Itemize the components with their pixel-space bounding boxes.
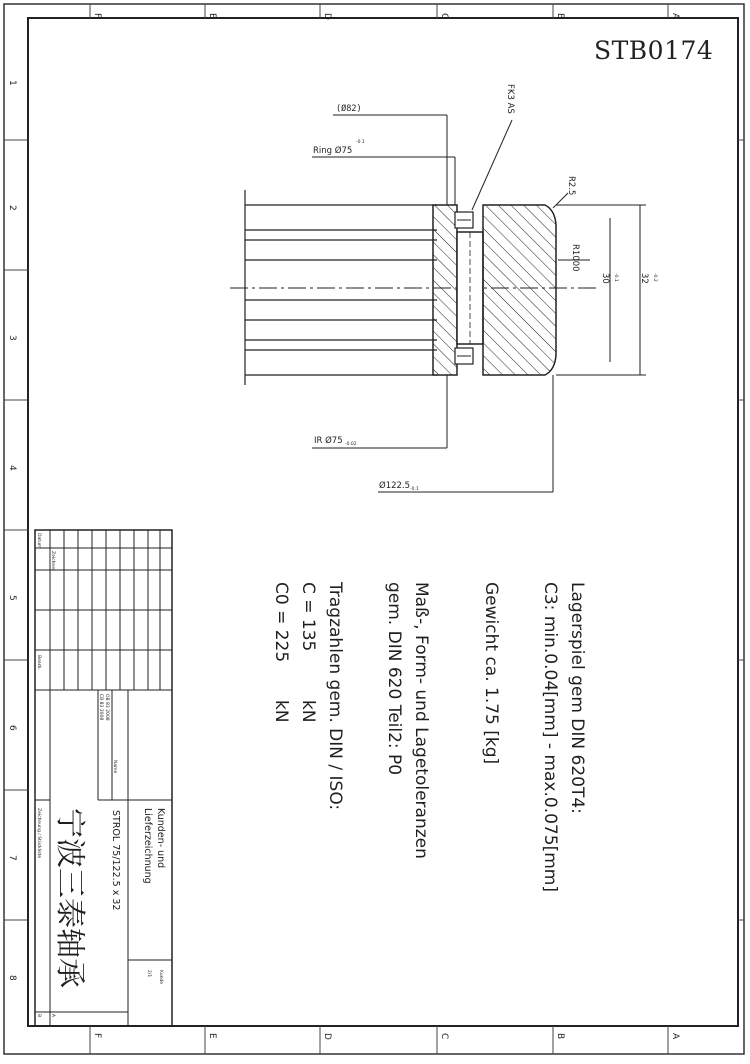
note-load-ratings: Tragzahlen gem. DIN / ISO: (325, 582, 345, 811)
zone-number-4: 4 (7, 465, 17, 471)
dim-crown-radius: R1000 (570, 244, 580, 272)
zone-number-7: 7 (7, 855, 17, 861)
zone-letter-f: F (92, 13, 102, 19)
dim-chamfer: FK3 AS (505, 84, 515, 114)
title-block (35, 530, 172, 1026)
tb-revision: A (50, 1014, 55, 1018)
note-weight: Gewicht ca. 1.75 [kg] (481, 582, 501, 765)
dim-width-32: 32 (639, 273, 649, 284)
note-static-load: C0 = 225 (271, 582, 291, 663)
zone-number-8: 8 (7, 975, 17, 981)
dim-ring-tol: -0.1 (356, 140, 365, 145)
zone-letter-a-bottom: A (670, 1033, 680, 1040)
zone-letter-f-bottom: F (92, 1033, 102, 1039)
tb-date-2: OB 83 2008 (104, 694, 109, 721)
zone-letter-d: D (322, 13, 332, 20)
tb-row-mid: Bearb. (36, 655, 41, 670)
note-dynamic-load: C = 135 (298, 582, 318, 652)
zone-letter-a: A (670, 13, 680, 20)
dim-inner-ring-tol: -0.02 (345, 442, 357, 447)
note-dynamic-load-unit: kN (298, 700, 318, 723)
tb-row-top: Datum (36, 533, 41, 549)
zone-letter-c: C (439, 13, 449, 20)
note-din-620: gem. DIN 620 Teil2: P0 (384, 582, 404, 776)
zone-number-2: 2 (7, 205, 17, 211)
tb-heading-1: Kunden- und (155, 808, 166, 869)
tb-heading-2: Lieferzeichnung (142, 808, 153, 884)
note-static-load-unit: kN (271, 700, 291, 723)
tb-bottom-code: B (36, 1014, 41, 1018)
zone-letter-b-bottom: B (555, 1033, 565, 1040)
note-c3-tolerance: C3: min.0.04[mm] - max.0.075[mm] (540, 582, 560, 892)
tb-sheet-number: 2/1 (146, 970, 151, 978)
bearing-section-view (230, 84, 658, 492)
notes-block (271, 581, 587, 892)
tb-fine-print: Zeichnung / Stückliste (36, 808, 41, 859)
note-bearing-clearance: Lagerspiel gem DIN 620T4: (567, 582, 587, 814)
dim-outer-diameter-tol: -0.1 (410, 487, 419, 492)
dim-outer-diameter: Ø122.5 (379, 481, 411, 491)
zone-letter-d-bottom: D (322, 1033, 332, 1040)
tb-date-1: CB 83 2008 (98, 694, 103, 721)
zone-number-5: 5 (7, 595, 17, 601)
tb-company-name: 宁波三泰轴承 (52, 808, 87, 988)
tb-sign: Name (112, 760, 117, 774)
dim-width-32-tol: -0.2 (652, 273, 657, 282)
tb-drawn-by: Zeichner (50, 551, 55, 571)
note-tolerances: Maß-, Form- und Lagetoleranzen (411, 582, 431, 859)
zone-letter-c-bottom: C (439, 1033, 449, 1040)
zone-letter-e: E (207, 13, 217, 19)
dim-corner-radius: R2.5 (566, 176, 576, 196)
inner-border (28, 18, 738, 1026)
zone-number-3: 3 (7, 335, 17, 341)
dim-outer-bracket: (Ø82) (336, 104, 362, 114)
drawing-number-stamp: STB0174 (594, 36, 714, 65)
dim-width-30-tol: -0.1 (613, 273, 618, 282)
dim-width-30: 30 (600, 273, 610, 284)
dim-ring: Ring Ø75 (313, 146, 353, 156)
zone-number-6: 6 (7, 725, 17, 731)
zone-letter-e-bottom: E (207, 1033, 217, 1039)
tb-part-number: STROL 75/122.5 x 32 (110, 810, 121, 911)
tb-sheet-label: Kunde (158, 970, 163, 985)
zone-letter-b: B (555, 13, 565, 20)
zone-number-1: 1 (7, 80, 17, 86)
dim-inner-ring: IR Ø75 (314, 436, 343, 446)
zone-letters (92, 13, 680, 1040)
